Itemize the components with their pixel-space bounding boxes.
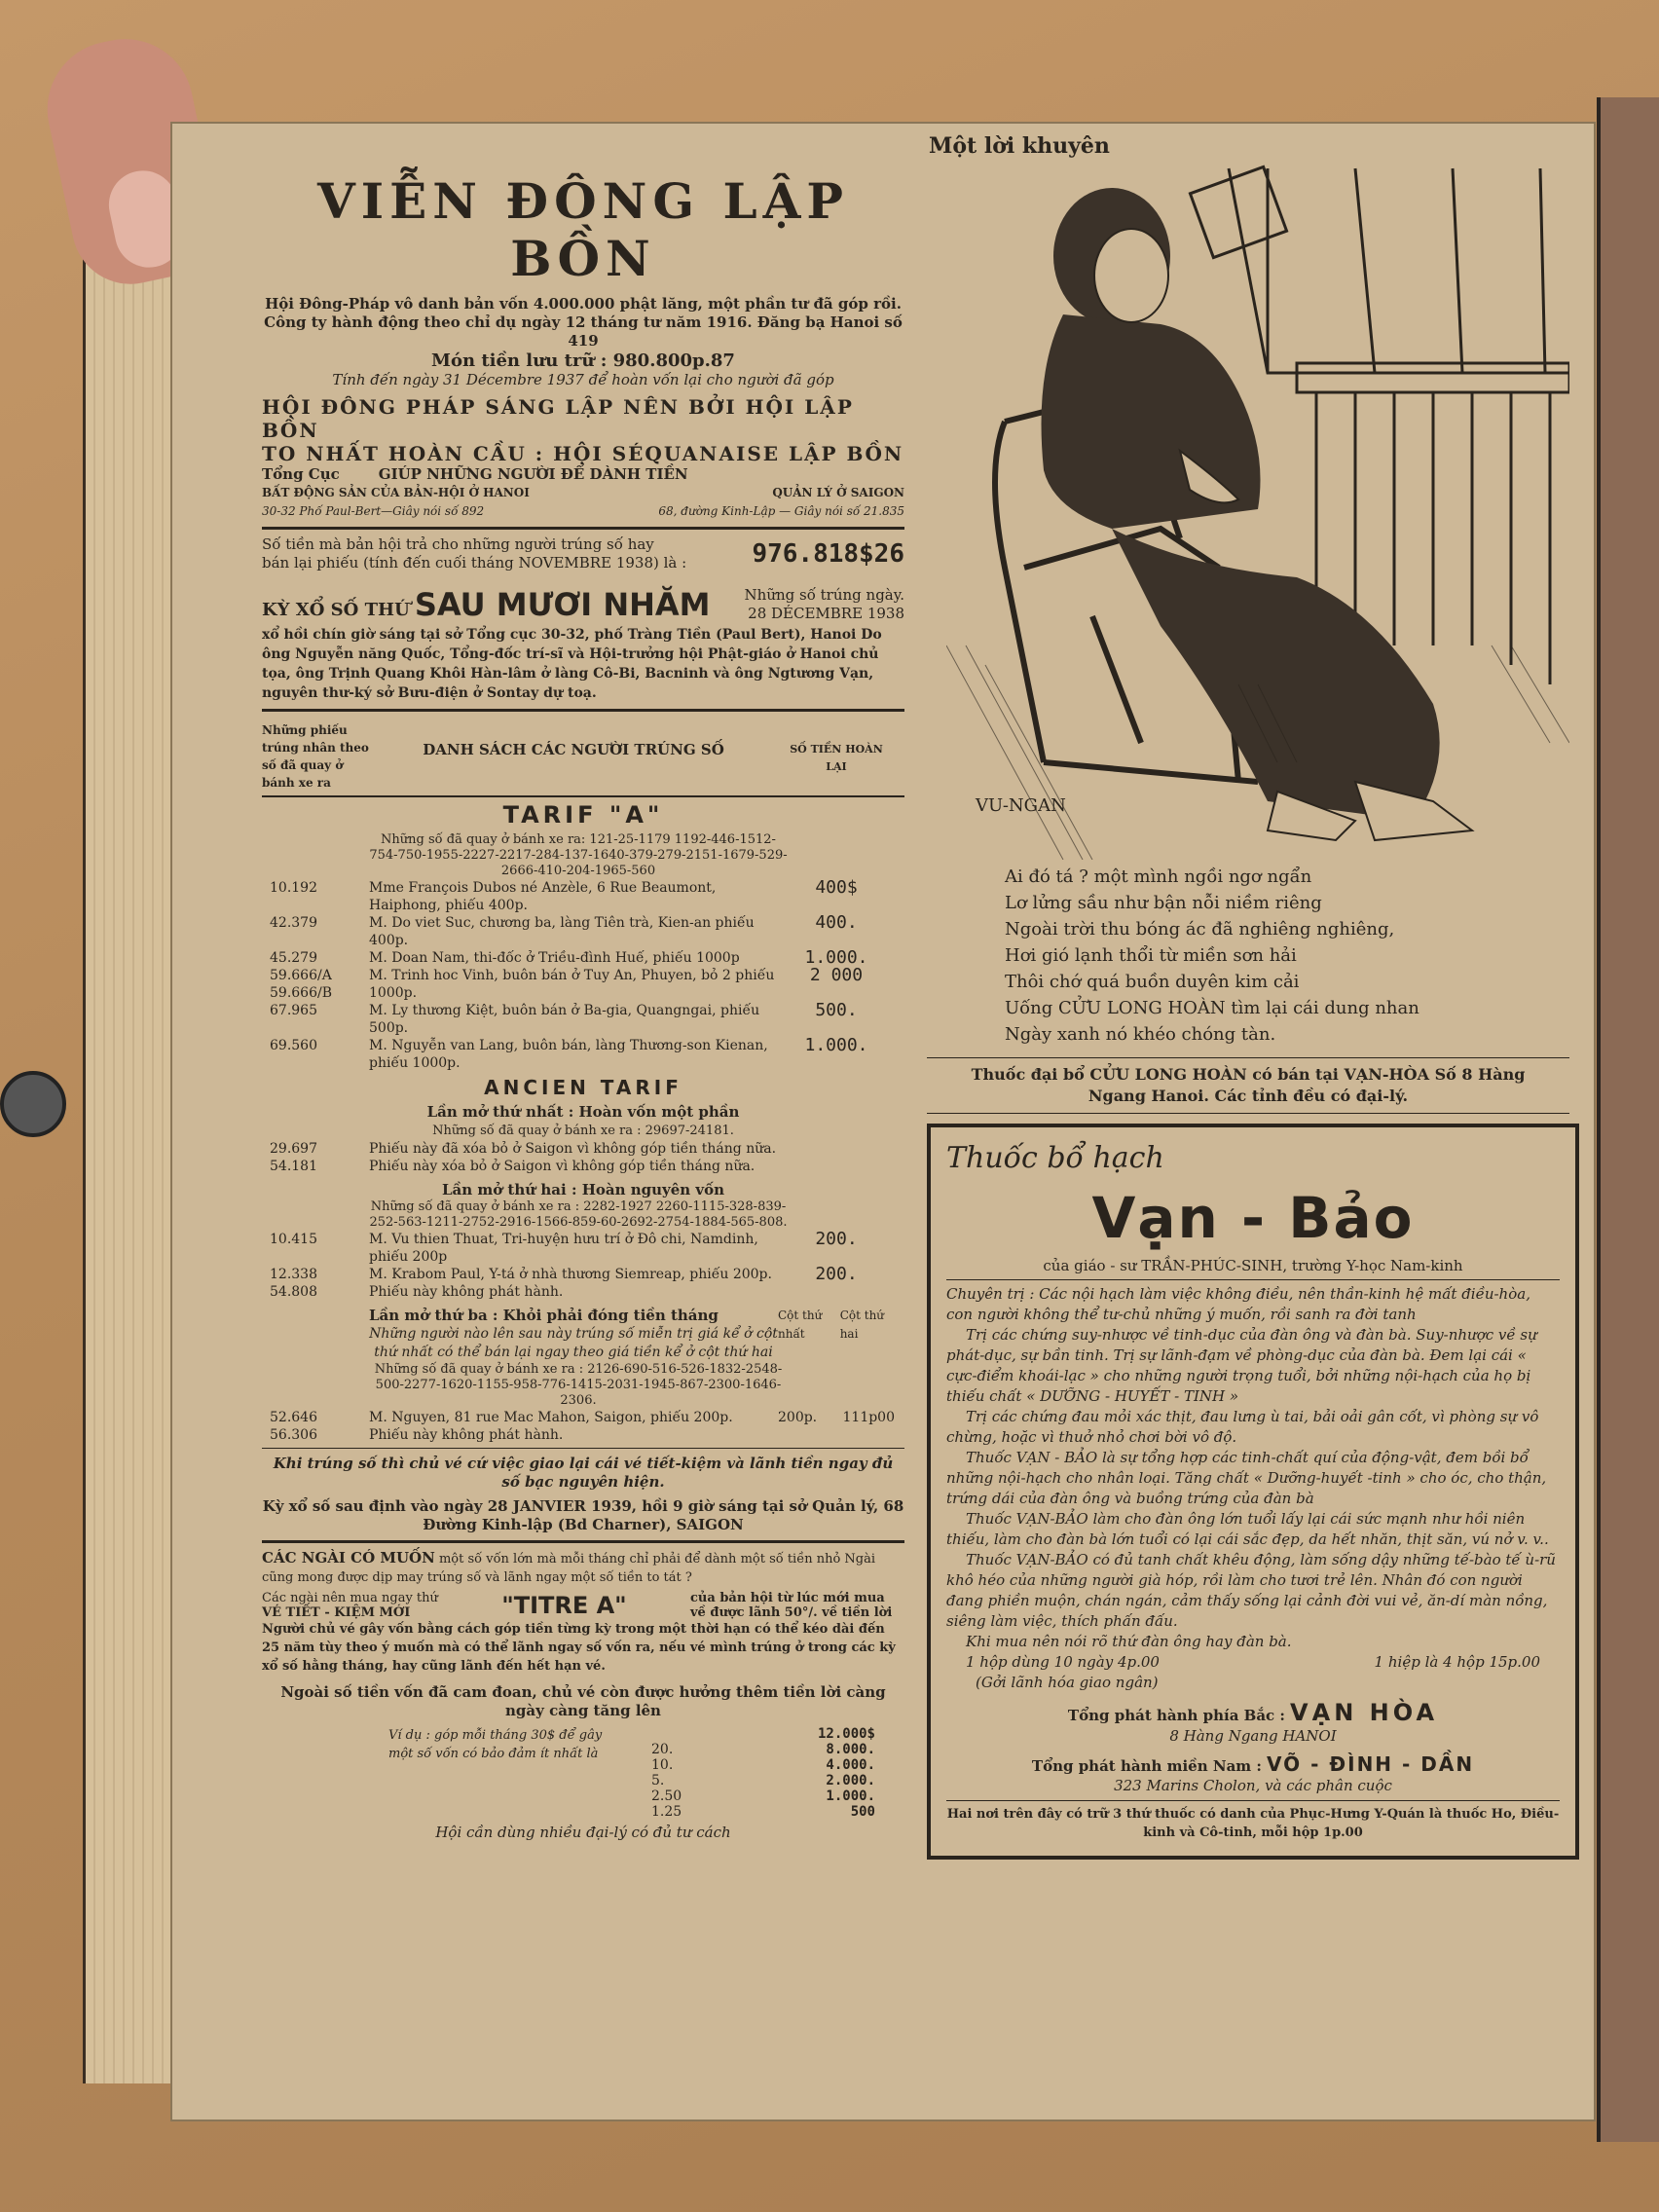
saigon-address: 68, đường Kinh-Lập — Giây nói số 21.835 [658, 504, 904, 518]
table-row [262, 1409, 904, 1426]
refund-amount: 500. [815, 1000, 858, 1020]
poem-line: Uống CỬU LONG HOÀN tìm lại cái dung nhan [1005, 998, 1419, 1018]
ad-south-distributor: VÕ - ĐÌNH - DẦN [1267, 1752, 1475, 1776]
col-header-amount: SỐ TIỀN HOÀN LẠI [790, 743, 883, 773]
ad-paragraph-4: Thuốc VẠN - BẢO là sự tổng hợp các tinh-chất quí của động-vật, đem bồi bổ những nội-hạch cho nhân loại. Tăng chất « Dưỡng-huyết -tinh » cho óc, cho thận, trứng dái của đàn ông và buồng trứng của đàn bà [946, 1449, 1547, 1507]
ad-author: của giáo - sư TRẦN-PHÚC-SINH, trường Y-học Nam-kinh [1043, 1257, 1463, 1274]
winner-description: M. Nguyen, 81 rue Mac Mahon, Saigon, phiếu 200p. [369, 1410, 733, 1425]
ticket-number: 10.415 [270, 1232, 317, 1247]
refund-amount: 2 000 [809, 965, 864, 985]
newspaper-page [170, 122, 1596, 2121]
refund-amount: 1.000. [804, 947, 868, 968]
ad-south-label: Tổng phát hành miền Nam : [1031, 1757, 1262, 1775]
sold-at-note: Thuốc đại bổ CỬU LONG HOÀN có bán tại VẠN-HÒA Số 8 Hàng Ngang Hanoi. Các tỉnh đều có đại-lý. [971, 1065, 1526, 1105]
tarif-a-entries [262, 879, 904, 1072]
third-time-entries [262, 1409, 904, 1444]
ad-paragraph-5: Thuốc VẠN-BẢO làm cho đàn ông lớn tuổi lấy lại cái sức mạnh như hồi niên thiếu, làm cho đàn bà lớn tuổi có lại cái sắc đẹp, da hết nhăn, thịt săn, vú nở v. v.. [946, 1510, 1549, 1548]
monthly-amount: 1.25 [651, 1804, 682, 1820]
winner-description: Phiếu này xóa bỏ ở Saigon vì không góp tiền tháng nữa. [369, 1159, 756, 1174]
tarif-a-numbers: Những số đã quay ở bánh xe ra: 121-25-1179 1192-446-1512-754-750-1955-2227-2217-284-137-1640-379-279-2151-1679-529-2666-410-204-1965-560 [369, 832, 788, 878]
refund-amount: 200. [815, 1264, 858, 1284]
vidu-row [651, 1773, 875, 1788]
hanoi-office: BẤT ĐỘNG SẢN CỦA BẢN-HỘI Ở HANOI [262, 486, 530, 499]
third-col-1: Cột thứ nhất [778, 1309, 823, 1341]
vidu-row [651, 1757, 875, 1773]
draw-date-2: 28 DÉCEMBRE 1938 [748, 605, 904, 622]
binder-ring [0, 1071, 66, 1137]
agents-note: Hội cần dùng nhiều đại-lý có đủ tư cách [435, 1824, 731, 1841]
refund-amount: 400$ [815, 877, 858, 898]
ticket-number: 69.560 [270, 1038, 317, 1053]
intro-line-2: Công ty hành động theo chỉ dụ ngày 12 tháng tư năm 1916. Đăng bạ Hanoi số 419 [264, 313, 903, 350]
poem [1005, 864, 1569, 1048]
hanoi-address: 30-32 Phố Paul-Bert—Giây nói số 892 [262, 504, 485, 518]
table-row [262, 1158, 904, 1175]
ad-footer: Hai nơi trên đây có trữ 3 thứ thuốc có danh của Phục-Hưng Y-Quán là thuốc Ho, Điều-kinh và Cô-tinh, mỗi hộp 1p.00 [946, 1807, 1560, 1840]
winner-description: Mme François Dubos né Anzèle, 6 Rue Beaumont, Haiphong, phiếu 400p. [369, 880, 717, 913]
monthly-amount: 20. [651, 1742, 674, 1757]
tong-cuc-label: Tổng Cục [262, 465, 340, 483]
monthly-amount: 5. [651, 1773, 665, 1788]
table-row [262, 1231, 904, 1266]
intro-line-1: Hội Đông-Pháp vô danh bản vốn 4.000.000 phật lăng, một phần tư đã góp rồi. [265, 295, 902, 313]
ticket-number: 42.379 [270, 915, 317, 931]
winner-description: M. Ly thương Kiệt, buôn bán ở Ba-gia, Quangngai, phiếu 500p. [369, 1003, 760, 1036]
draw-prefix: KỲ XỔ SỐ THỨ [262, 600, 410, 620]
titre-desc: của bản hội từ lúc mới mua về được lãnh 50°/. về tiền lời [690, 1591, 893, 1620]
third-time-heading: Lần mở thứ ba : Khỏi phải đóng tiền tháng [369, 1307, 719, 1324]
ngoai-text: Ngoài số tiền vốn đã cam đoan, chủ vé còn được hưởng thêm tiền lời càng ngày càng tăng lên [280, 1683, 886, 1719]
vidu-text: Ví dụ : góp mỗi tháng 30$ để gây một số vốn có bảo đảm ít nhất là [388, 1728, 603, 1761]
second-time-entries [262, 1231, 904, 1301]
ad-buy-note: Khi mua nên nói rõ thứ đàn ông hay đàn bà. [966, 1633, 1292, 1650]
book-cover-edge [1597, 97, 1659, 2142]
ad-price-2: 1 hiệp là 4 hộp 15p.00 [1374, 1653, 1540, 1671]
guaranteed-capital: 4.000. [826, 1757, 875, 1773]
refund-amount: 400. [815, 912, 858, 933]
draw-description: xổ hồi chín giờ sáng tại sở Tổng cục 30-32, phố Tràng Tiền (Paul Bert), Hanoi Do ông Nguyễn năng Quốc, Tổng-đốc trí-sĩ và Hội-trưởng hội Phật-giáo ở Hanoi chủ tọa, ông Trịnh Quang Khôi Hàn-lâm ở làng Cô-Bi, Bacninh và ông Ngtương Vạn, nguyên thư-ký sở Bưu-điện ở Sontay dự toạ. [262, 627, 882, 701]
third-time-numbers: Những số đã quay ở bánh xe ra : 2126-690-516-526-1832-2548-500-2277-1620-1155-958-776-1415-2031-1945-867-2300-1646-2306. [374, 1362, 783, 1408]
guaranteed-capital: 8.000. [826, 1742, 875, 1757]
poem-line: Ai đó tá ? một mình ngồi ngơ ngẩn [1005, 866, 1312, 887]
help-slogan: GIÚP NHỮNG NGƯỜI ĐỂ DÀNH TIỀN [378, 465, 688, 483]
winner-description: Phiếu này không phát hành. [369, 1427, 564, 1443]
winner-description: Phiếu này không phát hành. [369, 1284, 564, 1300]
footer-note-1: Khi trúng số thì chủ vé cứ việc giao lại cái vé tiết-kiệm và lãnh tiền ngay đủ số bạc nguyên hiện. [273, 1455, 894, 1491]
masthead: VIỄN ĐÔNG LẬP BỒN [316, 172, 850, 287]
table-row [262, 1426, 904, 1444]
table-row [262, 949, 904, 967]
monthly-amount: 10. [651, 1757, 674, 1773]
table-row [262, 914, 904, 949]
footer-note-2: Kỳ xổ số sau định vào ngày 28 JANVIER 1939, hồi 9 giờ sáng tại sở Quản lý, 68 Đường Kinh-lập (Bd Charner), SAIGON [262, 1497, 904, 1533]
ticket-number: 12.338 [270, 1267, 317, 1282]
refund-amount [778, 1283, 895, 1301]
guaranteed-capital: 12.000$ [817, 1726, 875, 1742]
ad-price-1: 1 hộp dùng 10 ngày 4p.00 [966, 1653, 1160, 1671]
winner-description: M. Krabom Paul, Y-tá ở nhà thương Siemreap, phiếu 200p. [369, 1267, 772, 1282]
ticket-number: 59.666/A 59.666/B [270, 968, 332, 1001]
table-row [262, 1283, 904, 1301]
second-time-heading: Lần mở thứ hai : Hoàn nguyên vốn [441, 1181, 725, 1198]
poem-line: Lơ lửng sầu như bận nỗi niềm riêng [1005, 893, 1322, 913]
monthly-amount: 2.50 [651, 1788, 682, 1804]
advertisement-column [927, 133, 1569, 1860]
amount-col-2: 111p00 [842, 1410, 895, 1425]
ticket-number: 67.965 [270, 1003, 317, 1018]
founded-line-2: TO NHẤT HOÀN CẦU : HỘI SÉQUANAISE LẬP BỒN [262, 442, 904, 465]
refund-amount [778, 1158, 895, 1175]
col-header-list: DANH SÁCH CÁC NGƯỜI TRÚNG SỐ [423, 741, 724, 758]
first-time-heading: Lần mở thứ nhất : Hoàn vốn một phần [426, 1103, 740, 1121]
titre-intro: Các ngài nên mua ngay thứ [262, 1591, 438, 1605]
table-row [262, 967, 904, 1002]
table-row [262, 879, 904, 914]
ad-paragraph-3: Trị các chứng đau mỏi xác thịt, đau lưng ù tai, bải oải gân cốt, vì phòng sự vô chừng, hoặc vì thuở nhỏ chơi bời vô độ. [946, 1408, 1539, 1446]
winner-description: M. Do viet Suc, chương ba, làng Tiên trà, Kien-an phiếu 400p. [369, 915, 755, 948]
titre-a: "TITRE A" [501, 1592, 627, 1619]
ad-north-distributor: VẠN HÒA [1290, 1699, 1439, 1726]
poem-line: Thôi chớ quá buồn duyên kim cải [1005, 972, 1300, 992]
third-time-note: Những người nào lên sau này trúng số miễn trị giá kể ở cột thứ nhất có thể bán lại ngay theo giá tiền kể ở cột thứ hai [369, 1326, 778, 1360]
tarif-a-heading: TARIF "A" [502, 801, 664, 829]
ad-paragraph-2: Trị các chứng suy-nhược về tinh-dục của đàn ông và đàn bà. Suy-nhược về sự phát-dục, sự bần tinh. Trị sự lãnh-đạm về phòng-dục của đàn bà. Đem lại cái « cực-điểm khoái-lạc » cho những người trọng tuổi, bởi những nội-hạch của họ bị thiếu chất « DƯỠNG - HUYẾT - TINH » [946, 1326, 1537, 1405]
ancien-tarif-heading: ANCIEN TARIF [484, 1076, 682, 1099]
winner-description: M. Trinh hoc Vinh, buôn bán ở Tuy An, Phuyen, bỏ 2 phiếu 1000p. [369, 968, 775, 1001]
reserve-amount: Món tiền lưu trữ : 980.800p.87 [431, 350, 735, 371]
founded-line-1: HỘI ĐÔNG PHÁP SÁNG LẬP NÊN BỞI HỘI LẬP BỒN [262, 395, 854, 442]
cac-ngai-heading: CÁC NGÀI CÓ MUỐN [262, 1549, 435, 1567]
ad-shipping: (Gởi lãnh hóa giao ngân) [976, 1674, 1159, 1691]
ticket-number: 29.697 [270, 1141, 317, 1157]
winner-description: M. Nguyễn van Lang, buôn bán, làng Thương-son Kienan, phiếu 1000p. [369, 1038, 768, 1071]
table-row [262, 1002, 904, 1037]
ticket-number: 54.808 [270, 1284, 317, 1300]
second-time-numbers: Những số đã quay ở bánh xe ra : 2282-1927 2260-1115-328-839-252-563-1211-2752-2916-1566-859-60-2692-2754-1884-565-808. [369, 1199, 788, 1230]
paid-text-1: Số tiền mà bản hội trả cho những người trúng số hay [262, 535, 654, 553]
ad-title: Thuốc bổ hạch [946, 1141, 1164, 1175]
vidu-row [651, 1804, 875, 1820]
van-bao-ad [927, 1124, 1579, 1860]
poem-line: Hơi gió lạnh thổi từ miền sơn hải [1005, 945, 1297, 966]
refund-amount: 200. [815, 1229, 858, 1249]
ad-north-label: Tổng phát hành phía Bắc : [1067, 1707, 1285, 1724]
refund-amount: 1.000. [804, 1035, 868, 1055]
vidu-row [651, 1726, 875, 1742]
paid-text-2: bán lại phiếu (tính đến cuối tháng NOVEMBRE 1938) là : [262, 554, 687, 571]
draw-name: SAU MƯƠI NHĂM [414, 586, 711, 623]
ad-brand: Vạn - Bảo [1091, 1185, 1415, 1251]
ticket-number: 45.279 [270, 950, 317, 966]
titre-ve: VÉ TIẾT - KIỆM MỚI [262, 1605, 411, 1620]
cac-ngai-text: một số vốn lớn mà mỗi tháng chỉ phải để dành một số tiền nhỏ Ngài cũng mong được dịp may trúng số và lãnh ngay một số tiền to tát ? [262, 1552, 876, 1585]
illustration-signature: VU-NGAN [976, 795, 1066, 816]
winner-description: M. Doan Nam, thi-đốc ở Triều-đình Huế, phiếu 1000p [369, 950, 740, 966]
reserve-note: Tính đến ngày 31 Décembre 1937 để hoàn vốn lại cho người đã góp [332, 371, 834, 388]
ad-south-address: 323 Marins Cholon, và các phân cuộc [1114, 1777, 1392, 1794]
vidu-row [651, 1788, 875, 1804]
vidu-table [651, 1726, 875, 1820]
draw-date-1: Những số trúng ngày. [744, 586, 904, 604]
ve-text: Người chủ vé gây vốn bằng cách góp tiền từng kỳ trong một thời hạn có thể kéo dài đến 25 năm tùy theo ý muốn mà có thể lãnh ngay số vốn ra, nếu vé mình trúng ở trong các kỳ xổ số hằng tháng, hay cũng lãnh đến hết hạn vé. [262, 1622, 896, 1674]
ticket-number: 10.192 [270, 880, 317, 896]
table-row [262, 1266, 904, 1283]
lottery-column [262, 153, 904, 1842]
ad-paragraph-6: Thuốc VẠN-BẢO có đủ tanh chất khêu động, làm sống dậy những tế-bào tế ù-rũ khô héo của những người già hóp, rồi làm cho tươi trẻ lên. Nhân đó con người đang phiền muộn, chán ngán, cảm thấy sống lại cảnh đời vui vẻ, ăn-dí màn nồng, siêng làm việc, thích phấn đấu. [946, 1551, 1556, 1630]
ticket-number: 56.306 [270, 1427, 317, 1443]
guaranteed-capital: 1.000. [826, 1788, 875, 1804]
ad-north-address: 8 Hàng Ngang HANOI [1169, 1727, 1337, 1745]
refund-amount [778, 1140, 895, 1158]
first-time-entries [262, 1140, 904, 1175]
guaranteed-capital: 500 [850, 1804, 875, 1820]
woman-in-chair-illustration [946, 159, 1569, 860]
ticket-number: 54.181 [270, 1159, 317, 1174]
winner-description: Phiếu này đã xóa bỏ ở Saigon vì không góp tiền tháng nữa. [369, 1141, 777, 1157]
table-row [262, 1037, 904, 1072]
ad-heading: Một lời khuyên [929, 133, 1110, 159]
vidu-row [651, 1742, 875, 1757]
amount-col-1: 200p. [778, 1410, 818, 1425]
poem-line: Ngày xanh nó khéo chóng tàn. [1005, 1024, 1276, 1045]
col-header-number: Những phiếu trúng nhân theo số đã quay ở bánh xe ra [262, 723, 369, 790]
poem-line: Ngoài trời thu bóng ác đã nghiêng nghiêng, [1005, 919, 1395, 940]
table-header [262, 718, 904, 797]
table-row [262, 1140, 904, 1158]
winner-description: M. Vu thien Thuat, Tri-huyện hưu trí ở Đô chi, Namdinh, phiếu 200p [369, 1232, 758, 1265]
first-time-numbers: Những số đã quay ở bánh xe ra : 29697-24181. [432, 1124, 734, 1138]
paid-amount: 976.818$26 [752, 539, 904, 569]
guaranteed-capital: 2.000. [826, 1773, 875, 1788]
third-col-2: Cột thứ hai [839, 1309, 885, 1341]
saigon-office: QUẢN LÝ Ở SAIGON [772, 486, 904, 499]
ticket-number: 52.646 [270, 1410, 317, 1425]
ad-paragraph-1: Chuyên trị : Các nội hạch làm việc không điều, nên thần-kinh hệ mất điều-hòa, con người không thể tư-chủ những ý muốn, rồi sanh ra đời tanh [946, 1285, 1530, 1323]
